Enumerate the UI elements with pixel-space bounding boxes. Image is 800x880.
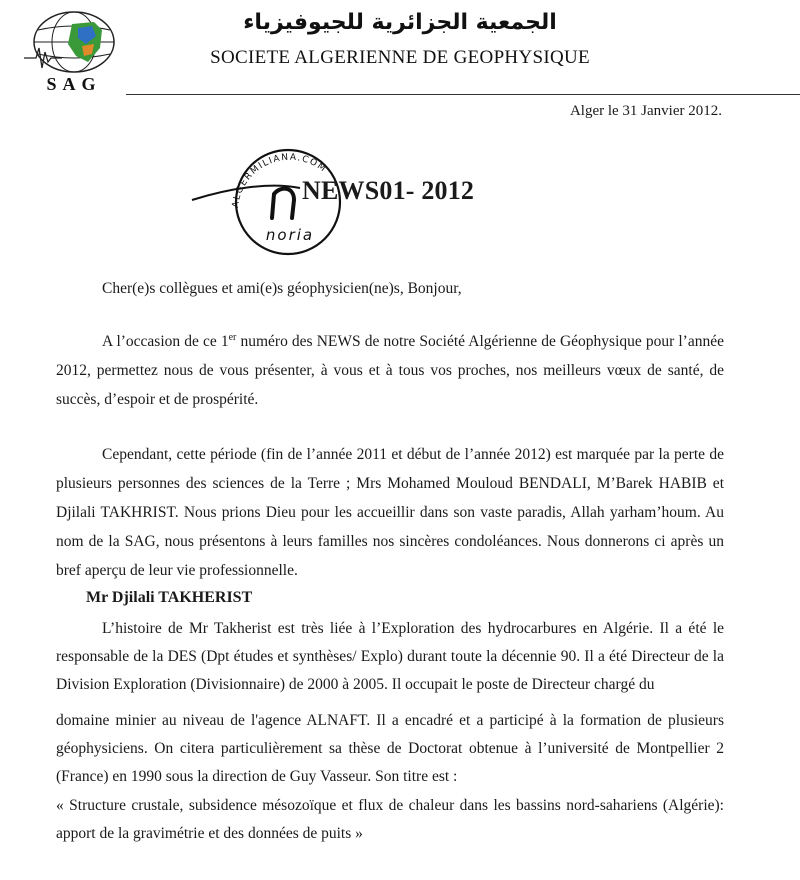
watermark-name: noria: [265, 226, 315, 244]
watermark-site-text: ALGERMILIANA.COM: [230, 152, 329, 209]
thesis-title: « Structure crustale, subsidence mésozoïque et flux de chaleur dans les bassins nord-sahariens (Algérie): apport de la gravimétrie et des données de puits »: [56, 797, 724, 842]
logo-text: SAG: [46, 74, 102, 94]
paragraph-wishes-rest: numéro des NEWS de notre Société Algérienne de Géophysique pour l’année 2012, permettez nous de vous présenter, à vous et à tous vos proches, nos meilleurs vœux de santé, de succès, d’espoir et de prospérité.: [56, 333, 724, 408]
arabic-society-name: الجمعية الجزائرية للجيوفيزياء: [243, 10, 557, 35]
header-divider: [126, 94, 800, 95]
paragraph-wishes: [56, 327, 724, 414]
section-heading: Mr Djilali TAKHERIST: [86, 589, 253, 606]
news-title: NEWS01- 2012: [302, 176, 475, 205]
greeting: Cher(e)s collègues et ami(e)s géophysicien(ne)s, Bonjour,: [102, 280, 462, 297]
paragraph-wishes-start: A l’occasion de ce 1: [102, 333, 229, 350]
paragraph-biography: L’histoire de Mr Takherist est très liée à l’Exploration des hydrocarbures en Algérie. Il a été le responsable de la DES (Dpt études et synthèses/ Explo) durant toute la décennie 90. Il a été Directeur de la Division Exploration (Divisionnaire) de 2000 à 2005. Il occupait le poste de Directeur chargé du: [56, 620, 724, 693]
paragraph-biography-continued: domaine minier au niveau de l'agence ALNAFT. Il a encadré et a participé à la formation de plusieurs géophysiciens. On citera particulièrement sa thèse de Doctorat obtenue à l’université de Montpellier 2 (France) en 1990 sous la direction de Guy Vasseur. Son titre est :: [56, 712, 724, 785]
letter-date: Alger le 31 Janvier 2012.: [569, 103, 722, 119]
ordinal-superscript: er: [228, 331, 237, 343]
letterhead: [0, 0, 800, 96]
society-name: SOCIETE ALGERIENNE DE GEOPHYSIQUE: [210, 47, 590, 68]
watermark-n-icon: [272, 189, 294, 218]
paragraph-condolences: Cependant, cette période (fin de l’année 2011 et début de l’année 2012) est marquée par la perte de plusieurs personnes des sciences de la Terre ; Mrs Mohamed Mouloud BENDALI, M’Barek HABIB et Djilali TAKHRIST. Nous prions Dieu pour les accueillir dans son vaste paradis, Allah yarham’houm. Au nom de la SAG, nous présentons à leurs familles nos sincères condoléances. Nous donnerons ci après un bref aperçu de leur vie professionnelle.: [56, 446, 724, 579]
sag-logo: [22, 8, 132, 94]
